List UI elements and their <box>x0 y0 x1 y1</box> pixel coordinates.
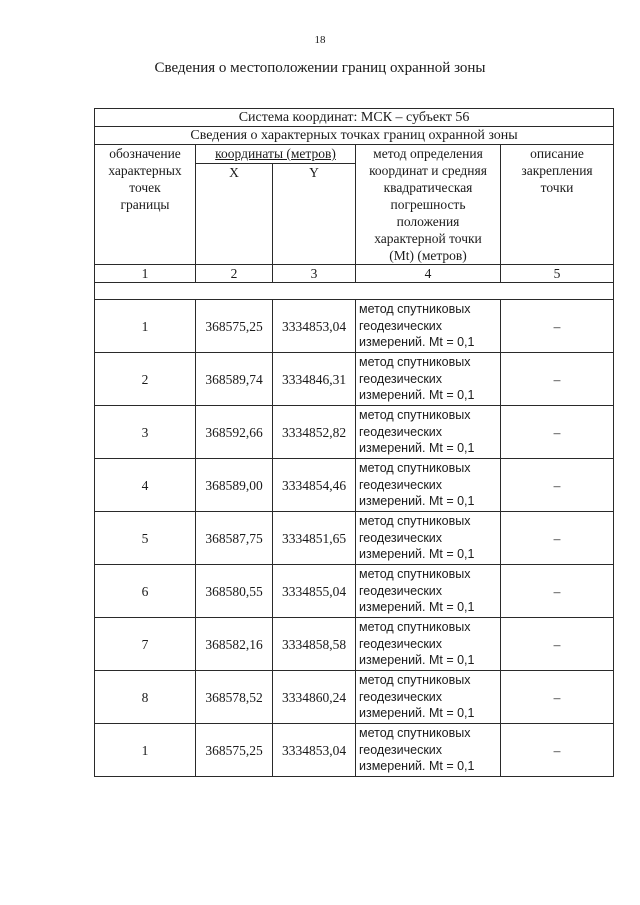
y-cell: 3334851,65 <box>273 512 356 565</box>
header-description-line: описание <box>530 146 584 161</box>
header-method-line: метод определения <box>373 146 483 161</box>
method-line: метод спутниковых <box>359 567 471 582</box>
method-line: геодезических <box>359 424 443 439</box>
x-cell: 368589,00 <box>196 459 273 512</box>
method-line: геодезических <box>359 318 443 333</box>
header-description-line: закрепления <box>521 163 593 178</box>
description-cell: – <box>501 724 614 777</box>
header-coordinates-label: координаты (метров) <box>215 146 336 161</box>
header-method-line: погрешность <box>390 197 466 212</box>
coordinate-system-label: Система координат: МСК – субъект 56 <box>95 109 614 127</box>
method-line: метод спутниковых <box>359 461 471 476</box>
table-row <box>95 459 614 512</box>
y-cell: 3334855,04 <box>273 565 356 618</box>
method-cell <box>356 300 501 353</box>
description-cell: – <box>501 406 614 459</box>
method-line: геодезических <box>359 530 443 545</box>
method-line: геодезических <box>359 371 443 386</box>
point-cell: 1 <box>95 300 196 353</box>
x-cell: 368575,25 <box>196 724 273 777</box>
header-description <box>501 145 614 265</box>
method-line: метод спутниковых <box>359 355 471 370</box>
x-cell: 368580,55 <box>196 565 273 618</box>
header-method-line: (Mt) (метров) <box>389 248 467 263</box>
header-coordinates <box>196 145 356 164</box>
header-method-line: координат и средняя <box>369 163 487 178</box>
header-designation-line: обозначение <box>109 146 181 161</box>
header-method <box>356 145 501 265</box>
method-line: метод спутниковых <box>359 620 471 635</box>
point-cell: 3 <box>95 406 196 459</box>
table-row <box>95 671 614 724</box>
method-cell <box>356 565 501 618</box>
method-line: измерений. Mt = 0,1 <box>359 494 475 509</box>
method-line: измерений. Mt = 0,1 <box>359 441 475 456</box>
point-cell: 2 <box>95 353 196 406</box>
method-line: геодезических <box>359 636 443 651</box>
y-cell: 3334860,24 <box>273 671 356 724</box>
description-cell: – <box>501 671 614 724</box>
point-cell: 8 <box>95 671 196 724</box>
spacer-row <box>95 283 614 300</box>
method-cell <box>356 512 501 565</box>
header-designation-line: границы <box>120 197 170 212</box>
method-line: измерений. Mt = 0,1 <box>359 600 475 615</box>
y-cell: 3334853,04 <box>273 724 356 777</box>
column-number: 1 <box>95 265 196 283</box>
header-designation <box>95 145 196 265</box>
x-cell: 368578,52 <box>196 671 273 724</box>
method-line: измерений. Mt = 0,1 <box>359 547 475 562</box>
method-cell <box>356 618 501 671</box>
column-number: 5 <box>501 265 614 283</box>
y-cell: 3334846,31 <box>273 353 356 406</box>
system-row <box>95 109 614 127</box>
method-line: метод спутниковых <box>359 726 471 741</box>
description-cell: – <box>501 300 614 353</box>
description-cell: – <box>501 353 614 406</box>
header-method-line: положения <box>396 214 460 229</box>
header-designation-line: точек <box>129 180 161 195</box>
table-row <box>95 406 614 459</box>
method-line: геодезических <box>359 742 443 757</box>
header-method-line: квадратическая <box>383 180 473 195</box>
method-line: геодезических <box>359 689 443 704</box>
method-line: геодезических <box>359 477 443 492</box>
table-row <box>95 512 614 565</box>
table-row <box>95 300 614 353</box>
method-line: метод спутниковых <box>359 673 471 688</box>
method-cell <box>356 459 501 512</box>
method-cell <box>356 671 501 724</box>
method-cell <box>356 406 501 459</box>
method-line: метод спутниковых <box>359 302 471 317</box>
table-subtitle: Сведения о характерных точках границ охранной зоны <box>95 127 614 145</box>
point-cell: 7 <box>95 618 196 671</box>
description-cell: – <box>501 512 614 565</box>
subtitle-row <box>95 127 614 145</box>
method-line: измерений. Mt = 0,1 <box>359 653 475 668</box>
column-number: 2 <box>196 265 273 283</box>
document-title: Сведения о местоположении границ охранной зоны <box>154 60 486 76</box>
y-cell: 3334852,82 <box>273 406 356 459</box>
table-row <box>95 353 614 406</box>
point-cell: 5 <box>95 512 196 565</box>
x-cell: 368575,25 <box>196 300 273 353</box>
header-designation-line: характерных <box>108 163 182 178</box>
column-number: 3 <box>273 265 356 283</box>
coordinates-table <box>94 108 614 777</box>
point-cell: 1 <box>95 724 196 777</box>
description-cell: – <box>501 618 614 671</box>
header-row-top <box>95 145 614 164</box>
table-row <box>95 618 614 671</box>
header-x: X <box>196 164 273 265</box>
method-line: измерений. Mt = 0,1 <box>359 759 475 774</box>
y-cell: 3334858,58 <box>273 618 356 671</box>
spacer-cell <box>95 283 614 300</box>
page-number: 18 <box>314 34 326 46</box>
header-y: Y <box>273 164 356 265</box>
y-cell: 3334853,04 <box>273 300 356 353</box>
x-cell: 368582,16 <box>196 618 273 671</box>
header-description-line: точки <box>540 180 574 195</box>
table-row <box>95 565 614 618</box>
x-cell: 368589,74 <box>196 353 273 406</box>
point-cell: 4 <box>95 459 196 512</box>
method-cell <box>356 353 501 406</box>
method-line: измерений. Mt = 0,1 <box>359 388 475 403</box>
x-cell: 368587,75 <box>196 512 273 565</box>
y-cell: 3334854,46 <box>273 459 356 512</box>
description-cell: – <box>501 459 614 512</box>
column-number-row <box>95 265 614 283</box>
method-line: геодезических <box>359 583 443 598</box>
x-cell: 368592,66 <box>196 406 273 459</box>
description-cell: – <box>501 565 614 618</box>
method-cell <box>356 724 501 777</box>
method-line: метод спутниковых <box>359 514 471 529</box>
point-cell: 6 <box>95 565 196 618</box>
header-method-line: характерной точки <box>374 231 482 246</box>
method-line: метод спутниковых <box>359 408 471 423</box>
column-number: 4 <box>356 265 501 283</box>
table-row <box>95 724 614 777</box>
method-line: измерений. Mt = 0,1 <box>359 335 475 350</box>
method-line: измерений. Mt = 0,1 <box>359 706 475 721</box>
